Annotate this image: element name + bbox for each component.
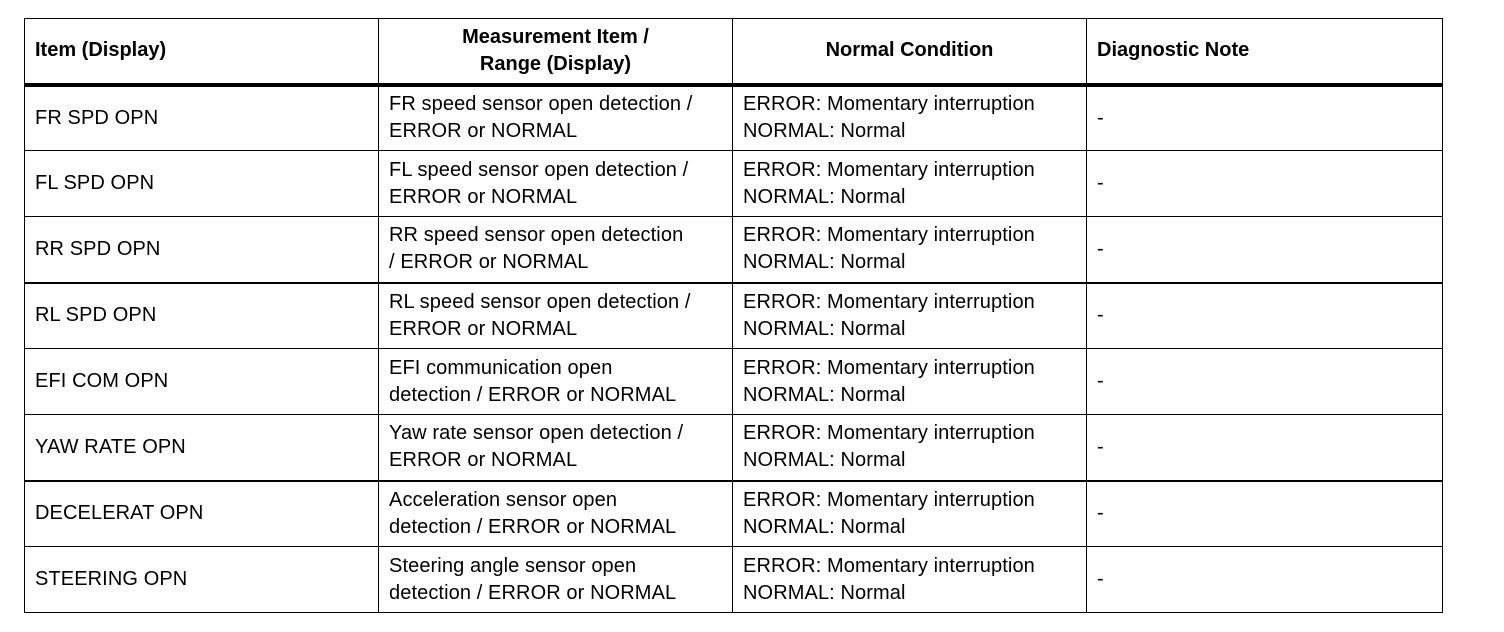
header-diagnostic-note: Diagnostic Note bbox=[1087, 19, 1443, 85]
table-row bbox=[25, 283, 1443, 349]
cell-normal-line1: ERROR: Momentary interruption bbox=[743, 488, 1035, 511]
cell-measurement-line2: detection / ERROR or NORMAL bbox=[389, 581, 677, 604]
cell-measurement-line1: EFI communication open bbox=[389, 356, 613, 379]
cell-item: RR SPD OPN bbox=[25, 217, 379, 283]
cell-measurement bbox=[379, 85, 733, 151]
cell-normal-condition bbox=[733, 85, 1087, 151]
cell-diagnostic-note: - bbox=[1087, 151, 1443, 217]
data-list-table bbox=[24, 18, 1443, 613]
cell-measurement-line1: Yaw rate sensor open detection / bbox=[389, 422, 684, 445]
table-row bbox=[25, 481, 1443, 547]
cell-measurement-line2: detection / ERROR or NORMAL bbox=[389, 383, 677, 406]
cell-normal-condition bbox=[733, 349, 1087, 415]
cell-normal-condition bbox=[733, 415, 1087, 481]
table-row bbox=[25, 151, 1443, 217]
cell-measurement-line1: Acceleration sensor open bbox=[389, 488, 618, 511]
cell-item: STEERING OPN bbox=[25, 547, 379, 613]
cell-measurement-line1: Steering angle sensor open bbox=[389, 554, 637, 577]
cell-normal-line1: ERROR: Momentary interruption bbox=[743, 356, 1035, 379]
cell-normal-condition bbox=[733, 481, 1087, 547]
cell-normal-line2: NORMAL: Normal bbox=[743, 120, 906, 143]
cell-diagnostic-note: - bbox=[1087, 349, 1443, 415]
cell-item: DECELERAT OPN bbox=[25, 481, 379, 547]
cell-measurement bbox=[379, 349, 733, 415]
cell-measurement bbox=[379, 481, 733, 547]
cell-normal-line1: ERROR: Momentary interruption bbox=[743, 554, 1035, 577]
table-header bbox=[25, 19, 1443, 85]
header-item: Item (Display) bbox=[25, 19, 379, 85]
header-row bbox=[25, 19, 1443, 85]
cell-item: RL SPD OPN bbox=[25, 283, 379, 349]
cell-normal-line1: ERROR: Momentary interruption bbox=[743, 158, 1035, 181]
cell-item: EFI COM OPN bbox=[25, 349, 379, 415]
cell-diagnostic-note: - bbox=[1087, 415, 1443, 481]
cell-item: FR SPD OPN bbox=[25, 85, 379, 151]
cell-normal-line2: NORMAL: Normal bbox=[743, 251, 906, 274]
cell-normal-line2: NORMAL: Normal bbox=[743, 185, 906, 208]
cell-item: FL SPD OPN bbox=[25, 151, 379, 217]
cell-measurement-line2: detection / ERROR or NORMAL bbox=[389, 515, 677, 538]
cell-normal-condition bbox=[733, 547, 1087, 613]
cell-measurement-line2: ERROR or NORMAL bbox=[389, 185, 578, 208]
cell-item: YAW RATE OPN bbox=[25, 415, 379, 481]
cell-normal-line2: NORMAL: Normal bbox=[743, 515, 906, 538]
table-row bbox=[25, 547, 1443, 613]
cell-measurement-line2: ERROR or NORMAL bbox=[389, 449, 578, 472]
table-row bbox=[25, 415, 1443, 481]
cell-measurement bbox=[379, 151, 733, 217]
cell-diagnostic-note: - bbox=[1087, 547, 1443, 613]
cell-normal-line2: NORMAL: Normal bbox=[743, 581, 906, 604]
cell-normal-line1: ERROR: Momentary interruption bbox=[743, 224, 1035, 247]
cell-normal-line1: ERROR: Momentary interruption bbox=[743, 422, 1035, 445]
header-normal-condition: Normal Condition bbox=[733, 19, 1087, 85]
cell-diagnostic-note: - bbox=[1087, 283, 1443, 349]
header-measurement-line1: Measurement Item / bbox=[462, 25, 649, 48]
table-row bbox=[25, 349, 1443, 415]
header-measurement-line2: Range (Display) bbox=[479, 52, 632, 75]
cell-measurement-line1: RR speed sensor open detection bbox=[389, 224, 684, 247]
cell-measurement-line2: / ERROR or NORMAL bbox=[389, 251, 589, 274]
cell-normal-line1: ERROR: Momentary interruption bbox=[743, 93, 1035, 116]
cell-measurement-line2: ERROR or NORMAL bbox=[389, 317, 578, 340]
cell-measurement bbox=[379, 217, 733, 283]
cell-normal-line2: NORMAL: Normal bbox=[743, 317, 906, 340]
cell-measurement-line1: RL speed sensor open detection / bbox=[389, 290, 691, 313]
cell-measurement-line1: FR speed sensor open detection / bbox=[389, 93, 693, 116]
cell-normal-line1: ERROR: Momentary interruption bbox=[743, 290, 1035, 313]
cell-measurement-line2: ERROR or NORMAL bbox=[389, 120, 578, 143]
table-row bbox=[25, 85, 1443, 151]
cell-measurement bbox=[379, 283, 733, 349]
cell-normal-line2: NORMAL: Normal bbox=[743, 449, 906, 472]
cell-diagnostic-note: - bbox=[1087, 217, 1443, 283]
table-body bbox=[25, 85, 1443, 613]
cell-diagnostic-note: - bbox=[1087, 481, 1443, 547]
cell-normal-condition bbox=[733, 151, 1087, 217]
table-row bbox=[25, 217, 1443, 283]
header-measurement bbox=[379, 19, 733, 85]
cell-normal-line2: NORMAL: Normal bbox=[743, 383, 906, 406]
cell-measurement-line1: FL speed sensor open detection / bbox=[389, 158, 689, 181]
cell-measurement bbox=[379, 415, 733, 481]
cell-diagnostic-note: - bbox=[1087, 85, 1443, 151]
cell-measurement bbox=[379, 547, 733, 613]
cell-normal-condition bbox=[733, 283, 1087, 349]
cell-normal-condition bbox=[733, 217, 1087, 283]
